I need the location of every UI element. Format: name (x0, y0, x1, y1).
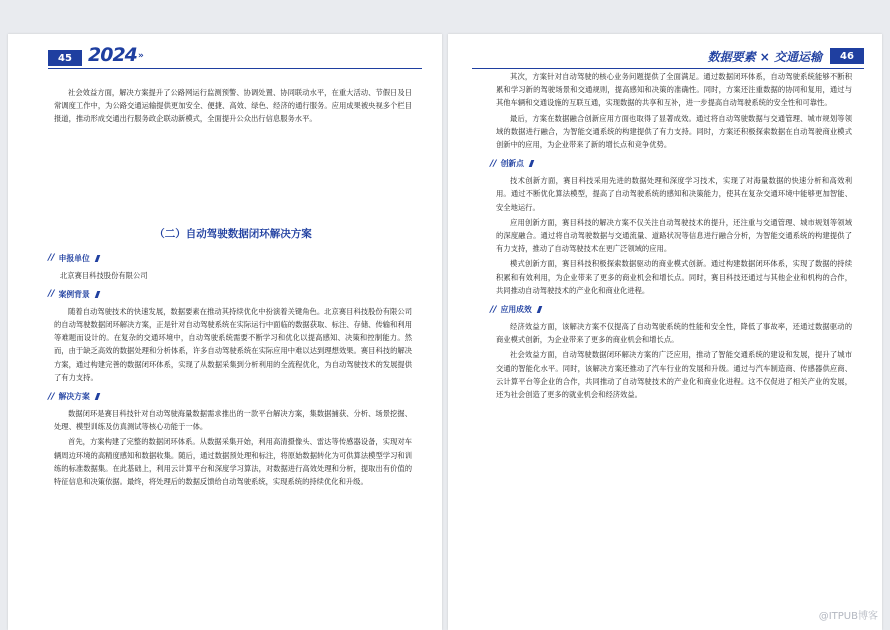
bar-icon (529, 160, 535, 167)
chevron-right-icon: » (138, 51, 144, 61)
applicant-name: 北京赛目科技股份有限公司 (60, 270, 148, 280)
left-page-content (48, 86, 412, 490)
double-slash-icon: // (48, 253, 55, 264)
solution-paragraph-1: 数据闭环是赛目科技针对自动驾驶海量数据需求推出的一款平台解决方案，集数据捕获、分析、场景挖掘、处理、模型训练及仿真测试等核心功能于一体。 (54, 409, 412, 432)
header-rule (48, 68, 422, 69)
double-slash-icon: // (490, 304, 497, 315)
left-page (8, 34, 442, 630)
left-page-header (8, 34, 442, 80)
watermark: @ITPUB博客 (818, 611, 878, 622)
subheading-label: 创新点 (500, 159, 524, 169)
paragraph-finally: 最后，方案在数据融合创新应用方面也取得了显著成效。通过将自动驾驶数据与交通管理、城市规划等领域的数据进行融合，为智能交通系统的构建提供了有力支持。同时，方案还积极探索数据在自动驾驶商业模式创新中的应用，为企业带来了新的增长点和竞争优势。 (496, 113, 852, 150)
header-year: 2024 (88, 44, 137, 66)
subheading-label: 案例背景 (58, 289, 90, 299)
subheading-label: 解决方案 (58, 392, 90, 402)
intro-paragraph: 社会效益方面，解决方案提升了公路网运行监测预警、协调处置、协同联动水平，在重大活动、节假日及日常调度工作中，为公路交通运输提供更加安全、便捷、高效、绿色、经济的通行服务。应用成果被央视多个栏目报道，推动形成交通出行服务政企联动新模式，全面提升公众出行信息服务水平。 (54, 88, 412, 124)
section-title: （二）自动驾驶数据闭环解决方案 (154, 227, 312, 240)
right-page-content (490, 70, 852, 403)
paragraph-secondly: 其次，方案针对自动驾驶的核心业务问题提供了全面满足。通过数据闭环体系，自动驾驶系统能够不断积累和学习新的驾驶场景和交通规则，提高感知和决策的准确性。同时，方案还注重数据的协同和复用，通过与其他车辆和交通设施的互联互通，实现数据的共享和互补，进一步提高自动驾驶系统的安全性和可靠性。 (496, 72, 852, 108)
results-paragraph-1: 经济效益方面，该解决方案不仅提高了自动驾驶系统的性能和安全性，降低了事故率，还通过数据驱动的商业模式创新，为企业带来了更多的商业机会和增长点。 (496, 322, 852, 345)
results-paragraph-2: 社会效益方面，自动驾驶数据闭环解决方案的广泛应用，推动了智能交通系统的建设和发展，提升了城市交通的智能化水平。同时，该解决方案还推动了汽车行业的发展和升级。通过与汽车制造商、传感器供应商、云计算平台等企业的合作，共同推动了自动驾驶技术的产业化和商业化进程。这不仅促进了相关产业的发展，还为社会创造了更多的就业机会和经济效益。 (496, 350, 852, 400)
bar-icon (94, 255, 100, 262)
subheading-label: 应用成效 (500, 305, 532, 315)
subheading-results (490, 304, 852, 315)
subheading-background (48, 289, 412, 300)
innovation-paragraph-3: 模式创新方面，赛目科技积极探索数据驱动的商业模式创新。通过构建数据闭环体系，实现了数据的持续积累和有效利用，为企业带来了更多的商业机会和增长点。同时，赛目科技还通过与其他企业和机构的合作，共同推动自动驾驶技术的产业化和商业化进程。 (496, 259, 852, 295)
background-paragraph: 随着自动驾驶技术的快速发展，数据要素在推动其持续优化中扮演着关键角色。北京赛目科技股份有限公司的自动驾驶数据闭环解决方案，正是针对自动驾驶系统在实际运行中面临的数据获取、标注、存储、传输和利用等难题而设计的。在复杂的交通环境中，自动驾驶系统需要不断学习和优化以提高感知、决策和控制能力。然而，由于缺乏高效的数据处理和分析体系，许多自动驾驶系统在实际应用中难以达到理想效果。赛目科技的解决方案，通过构建完善的数据闭环体系，实现了从数据采集到分析利用的全流程优化，为自动驾驶技术的发展提供了有力支持。 (54, 306, 412, 382)
innovation-paragraph-1: 技术创新方面，赛目科技采用先进的数据处理和深度学习技术，实现了对海量数据的快速分析和高效利用。通过不断优化算法模型，提高了自动驾驶系统的感知和决策能力，使其在复杂交通环境中能够更加智能、安全地运行。 (496, 176, 852, 212)
bar-icon (94, 291, 100, 298)
header-title: 数据要素 × 交通运输 (707, 50, 822, 64)
double-slash-icon: // (48, 289, 55, 300)
double-slash-icon: // (490, 158, 497, 169)
subheading-applicant (48, 253, 412, 264)
bar-icon (536, 306, 542, 313)
page-number: 46 (830, 48, 864, 64)
bar-icon (94, 393, 100, 400)
right-page (448, 34, 882, 630)
subheading-solution (48, 391, 412, 402)
solution-paragraph-2: 首先，方案构建了完整的数据闭环体系。从数据采集开始，利用高清摄像头、雷达等传感器设备，实现对车辆周边环境的高精度感知和数据收集。随后，通过数据预处理和标注，将原始数据转化为可供算法模型学习和训练的标准数据集。在此基础上，利用云计算平台和深度学习算法，对数据进行高效处理和分析，提取出有价值的特征信息和决策依据。最终，将处理后的数据反馈给自动驾驶系统，实现系统的持续优化和升级。 (54, 437, 412, 487)
subheading-innovation (490, 158, 852, 169)
subheading-label: 申报单位 (58, 253, 90, 263)
page-number: 45 (48, 50, 82, 66)
double-slash-icon: // (48, 391, 55, 402)
innovation-paragraph-2: 应用创新方面，赛目科技的解决方案不仅关注自动驾驶技术的提升，还注重与交通管理、城市规划等领域的深度融合。通过将自动驾驶数据与交通流量、道路状况等信息进行融合分析，为智能交通系统的构建提供了有力支持，推动了自动驾驶技术在更广泛领域的应用。 (496, 217, 852, 254)
header-rule (472, 68, 864, 69)
